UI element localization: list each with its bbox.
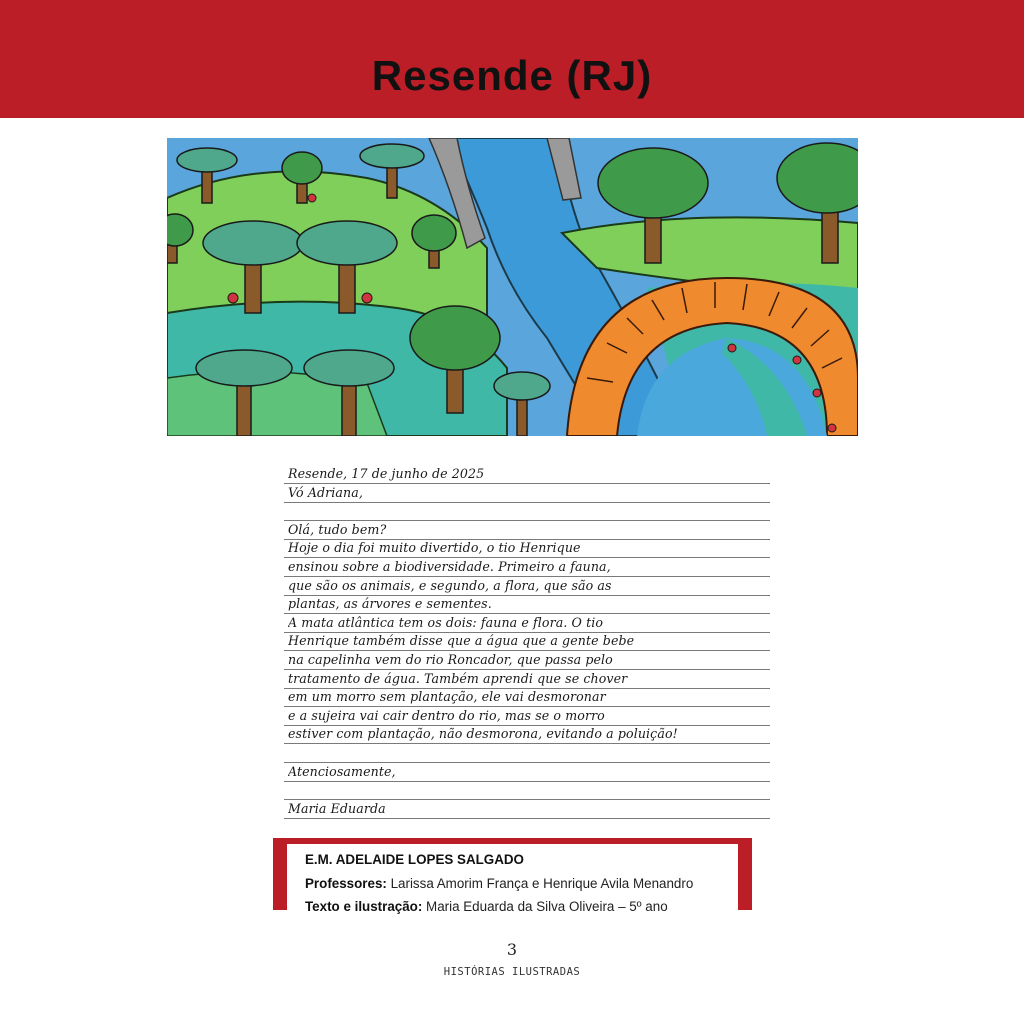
letter-line: Vó Adriana,: [288, 484, 363, 500]
school-name: E.M. ADELAIDE LOPES SALGADO: [305, 852, 524, 867]
author-line: [305, 899, 668, 914]
letter-line: Resende, 17 de junho de 2025: [288, 466, 485, 481]
letter-line: A mata atlântica tem os dois: fauna e flora. O tio: [288, 614, 604, 630]
letter-line: plantas, as árvores e sementes.: [288, 596, 492, 612]
letter-line: tratamento de água. Também aprendi que se chover: [288, 670, 628, 686]
letter-line: Olá, tudo bem?: [288, 521, 387, 537]
teachers-names: Larissa Amorim França e Henrique Avila Menandro: [386, 876, 694, 891]
letter-rule: [284, 743, 770, 744]
letter-line: Hoje o dia foi muito divertido, o tio Henrique: [288, 540, 581, 556]
publication-label: HISTÓRIAS ILUSTRADAS: [443, 966, 581, 978]
drawing-landscape-icon: [167, 138, 858, 436]
letter-line: na capelinha vem do rio Roncador, que passa pelo: [288, 652, 613, 667]
page-title: Resende (RJ): [371, 52, 653, 99]
letter-line: ensinou sobre a biodiversidade. Primeiro a fauna,: [288, 559, 611, 574]
letter-rule: [284, 781, 770, 782]
letter-line: e a sujeira vai cair dentro do rio, mas se o morro: [288, 707, 605, 723]
teachers-label: Professores:: [305, 876, 387, 891]
credit-box: [273, 838, 752, 914]
page-number: 3: [506, 940, 518, 959]
letter-line: estiver com plantação, não desmorona, evitando a poluição!: [288, 726, 678, 742]
letter-line: em um morro sem plantação, ele vai desmoronar: [288, 689, 606, 705]
landscape-illustration: [167, 138, 858, 436]
teachers-line: [305, 876, 693, 891]
letter-line: Henrique também disse que a água que a gente bebe: [288, 633, 635, 649]
header-band: [0, 0, 1024, 118]
handwritten-letter: [270, 462, 780, 830]
author-name: Maria Eduarda da Silva Oliveira – 5º ano: [422, 899, 668, 914]
letter-line: Maria Eduarda: [288, 800, 386, 816]
letter-line: Atenciosamente,: [288, 763, 396, 779]
letter-rule: [284, 818, 770, 819]
letter-rule: [284, 502, 770, 503]
letter-line: que são os animais, e segundo, a flora, que são as: [288, 577, 612, 593]
author-label: Texto e ilustração:: [305, 899, 423, 914]
